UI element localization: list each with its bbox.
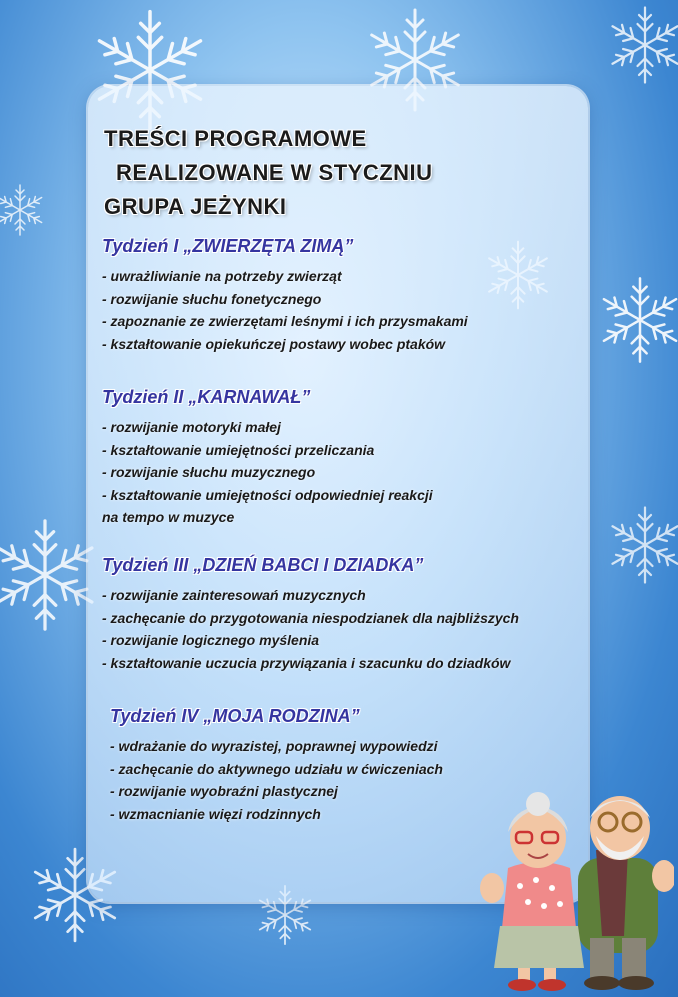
grandpa-figure <box>578 796 674 990</box>
list-item: - rozwijanie motoryki małej <box>102 419 281 435</box>
list-item: - zachęcanie do aktywnego udziału w ćwiczeniach <box>110 760 443 777</box>
grandparents-illustration <box>478 788 674 993</box>
list-item: - rozwijanie logicznego myślenia <box>102 632 320 648</box>
list-item: - rozwijanie wyobraźni plastycznej <box>110 783 338 799</box>
week-section <box>102 555 519 674</box>
title-line: TREŚCI PROGRAMOWE <box>104 126 367 151</box>
week-heading: Tydzień I „ZWIERZĘTA ZIMĄ” <box>102 236 354 256</box>
list-item: - zapoznanie ze zwierzętami leśnymi i ich przysmakami <box>102 313 468 329</box>
snowflake-icon <box>590 270 678 370</box>
week-list <box>102 265 468 355</box>
list-item: - rozwijanie zainteresowań muzycznych <box>102 587 366 603</box>
week-list <box>102 584 519 674</box>
list-item: na tempo w muzyce <box>102 509 235 525</box>
list-item: - wzmacnianie więzi rodzinnych <box>110 805 321 822</box>
list-item: - kształtowanie umiejętności przeliczania <box>102 441 375 458</box>
week-list <box>102 416 433 529</box>
week-section <box>102 387 433 529</box>
list-item: - uwrażliwianie na potrzeby zwierząt <box>102 268 342 284</box>
week-section <box>102 236 468 355</box>
week-section <box>110 706 443 825</box>
title-line: REALIZOWANE W STYCZNIU <box>116 160 433 185</box>
week-heading: Tydzień IV „MOJA RODZINA” <box>110 706 360 726</box>
list-item: - rozwijanie słuchu muzycznego <box>102 464 316 480</box>
list-item: - wdrażanie do wyrazistej, poprawnej wypowiedzi <box>110 738 438 754</box>
week-heading: Tydzień III „DZIEŃ BABCI I DZIADKA” <box>102 555 424 575</box>
list-item: - zachęcanie do przygotowania niespodzianek dla najbliższych <box>102 609 519 626</box>
week-list <box>110 735 443 825</box>
list-item: - kształtowanie uczucia przywiązania i szacunku do dziadków <box>102 654 511 671</box>
page-title <box>104 122 433 224</box>
snowflake-icon <box>600 500 678 590</box>
list-item: - rozwijanie słuchu fonetycznego <box>102 290 322 307</box>
list-item: - kształtowanie umiejętności odpowiedniej reakcji <box>102 486 433 503</box>
week-heading: Tydzień II „KARNAWAŁ” <box>102 387 311 407</box>
list-item: - kształtowanie opiekuńczej postawy wobec ptaków <box>102 335 446 352</box>
grandma-figure <box>480 792 584 991</box>
title-line: GRUPA JEŻYNKI <box>104 194 287 219</box>
snowflake-icon <box>0 180 50 240</box>
snowflake-icon <box>600 0 678 90</box>
